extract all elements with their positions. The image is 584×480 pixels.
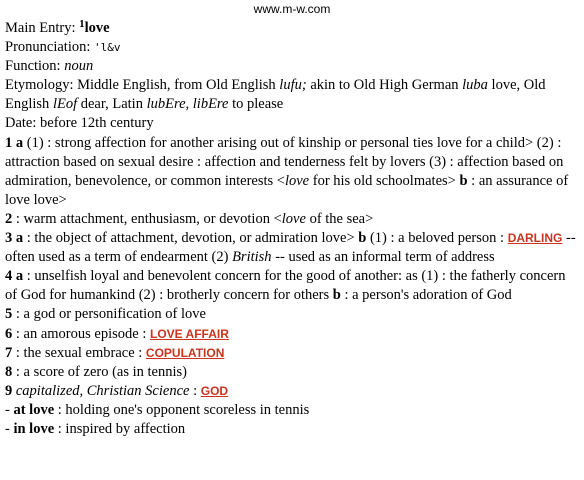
sense-text: : a person's adoration of God — [340, 287, 512, 304]
etymology-text: love, Old English — [5, 77, 546, 113]
sense-text: : warm attachment, enthusiasm, or devotion < — [12, 210, 282, 227]
date-line — [5, 114, 580, 133]
sense-letter: b — [332, 287, 341, 304]
phrase-term: in love — [13, 420, 55, 437]
sense-number: 8 — [5, 363, 13, 380]
darling-link[interactable]: DARLING — [507, 231, 563, 246]
function-value: noun — [64, 58, 94, 75]
phrase-definition: : inspired by affection — [54, 420, 186, 437]
usage-label: British — [232, 249, 272, 266]
sense-7 — [5, 344, 580, 363]
sense-1 — [5, 134, 580, 210]
phrase-definition: : holding one's opponent scoreless in tennis — [54, 401, 310, 418]
sense-text: : an amorous episode : — [12, 325, 150, 342]
function-label: Function: — [5, 58, 61, 75]
phrase-dash: - — [5, 420, 14, 437]
sense-9 — [5, 382, 580, 401]
phrase-term: at love — [13, 401, 55, 418]
sense-text: : — [189, 382, 201, 399]
sense-text: (1) : strong affection for another arising out of kinship or personal ties love for a child> (2) : attraction based on sexual desire : affection and tenderness felt by lovers (3) : affection based on admiration, benevolence, or common interests < — [5, 134, 564, 189]
date-label: Date: — [5, 115, 37, 132]
sense-text: of the sea> — [305, 210, 374, 227]
sense-number: 3 a — [5, 230, 24, 247]
usage-label: capitalized, Christian Science — [15, 382, 190, 399]
sense-2 — [5, 210, 580, 229]
sense-number: 4 a — [5, 268, 24, 285]
date-value: before 12th century — [40, 115, 154, 132]
example-word: love — [284, 172, 310, 189]
sense-text: : the sexual embrace : — [12, 344, 146, 361]
main-entry-label: Main Entry: — [5, 20, 76, 36]
love-affair-link[interactable]: LOVE AFFAIR — [149, 326, 229, 341]
function-line — [5, 57, 580, 76]
etymology-term: lufu; — [279, 77, 307, 94]
etymology-text: dear, Latin — [77, 96, 147, 113]
headword: love — [84, 20, 110, 36]
sense-number: 1 a — [5, 134, 24, 151]
sense-3 — [5, 229, 580, 267]
sense-6 — [5, 325, 580, 344]
example-word: love — [281, 210, 306, 227]
dictionary-entry — [0, 19, 584, 439]
sense-text: -- often used as a term of endearment (2) — [5, 230, 576, 266]
sense-4 — [5, 267, 580, 305]
sense-text: : an assurance of love love> — [5, 172, 569, 208]
phrase-in-love — [5, 420, 580, 439]
etymology-text: akin to Old High German — [306, 77, 463, 94]
sense-text: -- used as an informal term of address — [271, 249, 495, 266]
sense-number: 5 — [5, 306, 13, 323]
sense-5 — [5, 305, 580, 324]
pronunciation-label: Pronunciation: — [5, 39, 91, 56]
sense-number: 9 — [5, 382, 13, 399]
sense-letter: b — [459, 172, 468, 189]
phrase-dash: - — [5, 401, 14, 418]
etymology-term: lEof — [52, 96, 78, 113]
sense-text: : a score of zero (as in tennis) — [12, 363, 187, 380]
sense-text: for his old schoolmates> — [309, 172, 460, 189]
etymology-text: Middle English, from Old English — [77, 77, 280, 94]
etymology-text: to please — [228, 96, 284, 113]
etymology-line — [5, 76, 580, 114]
sense-number: 7 — [5, 344, 13, 361]
pronunciation: 'l&v — [94, 41, 121, 55]
sense-letter: b — [358, 230, 367, 247]
etymology-term: lubEre, libEre — [146, 96, 229, 113]
copulation-link[interactable]: COPULATION — [145, 345, 225, 360]
etymology-label: Etymology: — [5, 77, 74, 94]
sense-number: 6 — [5, 325, 13, 342]
sense-text: : unselfish loyal and benevolent concern for the good of another: as (1) : the fatherly concern of God for humankind (2) : brotherly concern for others — [5, 268, 566, 304]
god-link[interactable]: GOD — [200, 383, 229, 398]
site-header: www.m-w.com — [253, 2, 331, 16]
sense-text: : the object of attachment, devotion, or admiration love> — [23, 230, 359, 247]
sense-text: (1) : a beloved person : — [366, 230, 508, 247]
pronunciation-line — [5, 38, 580, 57]
sense-number: 2 — [5, 210, 13, 227]
sense-8 — [5, 363, 580, 382]
main-entry-line — [5, 19, 580, 38]
sense-text: : a god or personification of love — [12, 306, 206, 323]
etymology-term: luba — [462, 77, 488, 94]
homograph-number: 1 — [79, 18, 85, 30]
phrase-at-love — [5, 401, 580, 420]
